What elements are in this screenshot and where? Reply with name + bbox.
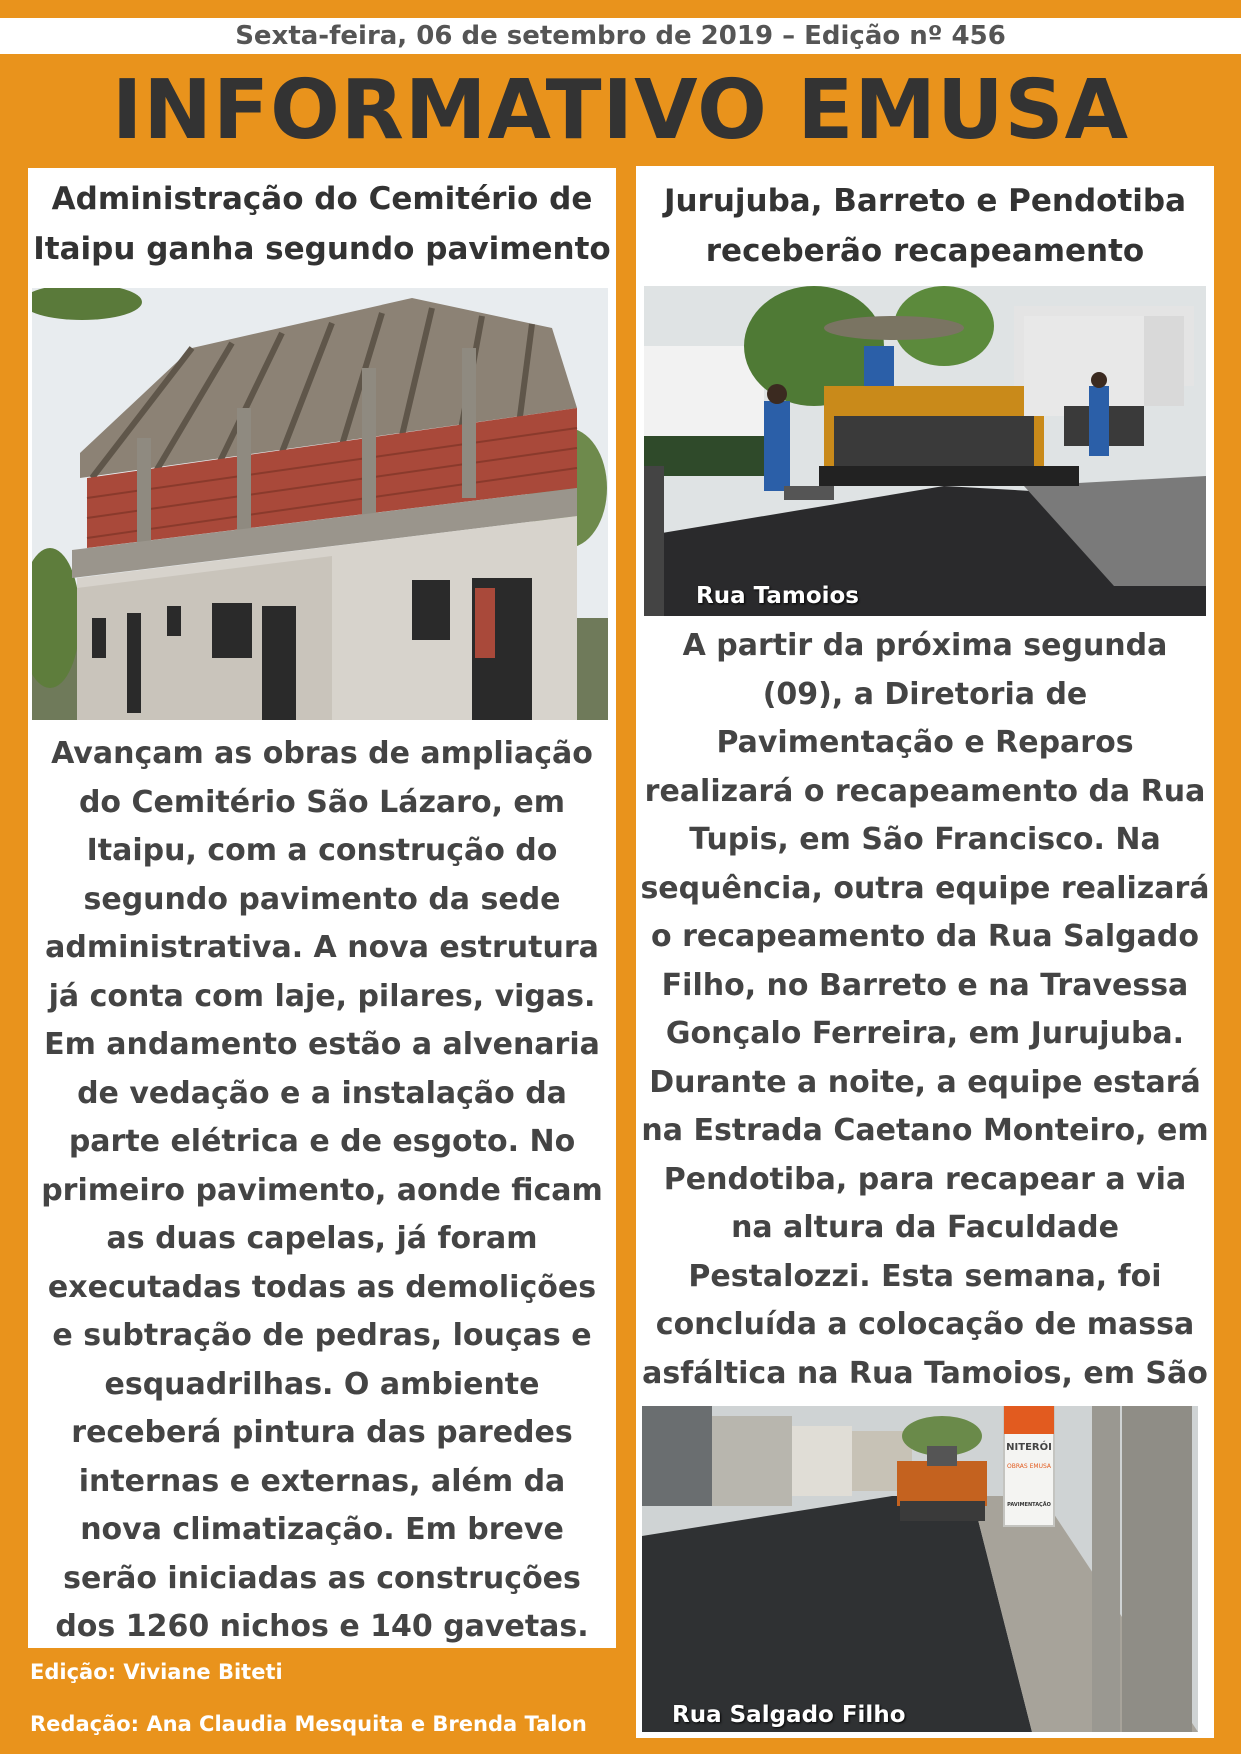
left-headline-line2: Itaipu ganha segundo pavimento	[33, 231, 611, 267]
sign-text-top: NITERÓI	[1006, 1442, 1052, 1453]
left-headline-line1: Administração do Cemitério de	[51, 181, 593, 217]
photo1-caption: Rua Tamoios	[696, 583, 859, 609]
right-article-body: A partir da próxima segunda (09), a Diretoria de Pavimentação e Reparos realizará o recapeamento da Rua Tupis, em São Francisco. Na sequência, outra equipe realizará o recapeamento da Rua Salgado Filho, no Barreto e na Travessa Gonçalo Ferreira, em Jurujuba. Durante a noite, a equipe estará na Estrada Caetano Monteiro, em Pendotiba, para recapear a via na altura da Faculdade Pestalozzi. Esta semana, foi concluída a colocação de massa asfáltica na Rua Tamoios, em São	[640, 628, 1210, 1391]
right-headline-line1: Jurujuba, Barreto e Pendotiba	[663, 183, 1187, 219]
right-headline-line2: receberão recapeamento	[705, 233, 1145, 269]
sign-text-bottom: PAVIMENTAÇÃO	[1007, 1502, 1051, 1508]
left-article-headline	[28, 168, 616, 282]
sign-text-mid: OBRAS EMUSA	[1007, 1463, 1051, 1470]
right-article-headline	[636, 166, 1214, 282]
photo2-caption: Rua Salgado Filho	[672, 1702, 906, 1728]
cemetery-building-photo	[32, 288, 608, 720]
left-article-panel	[28, 168, 616, 1648]
masthead-title: INFORMATIVO EMUSA	[111, 63, 1130, 158]
left-article-body: Avançam as obras de ampliação do Cemitério São Lázaro, em Itaipu, com a construção do segundo pavimento da sede administrativa. A nova estrutura já conta com laje, pilares, vigas. Em andamento estão a alvenaria de vedação e a instalação da parte elétrica e de esgoto. No primeiro pavimento, aonde ficam as duas capelas, já foram executadas todas as demolições e subtração de pedras, louças e esquadrilhas. O ambiente receberá pintura das paredes internas e externas, além da nova climatização. Em breve serão iniciadas as construções dos 1260 nichos e 140 gavetas.	[41, 736, 603, 1644]
dateline: Sexta-feira, 06 de setembro de 2019 – Edição nº 456	[0, 18, 1241, 54]
right-article-panel	[636, 166, 1214, 1738]
credit-redacao: Redação: Ana Claudia Mesquita e Brenda Talon	[30, 1712, 587, 1736]
credit-edicao: Edição: Viviane Biteti	[30, 1660, 283, 1684]
rua-tamoios-photo	[644, 286, 1206, 616]
rua-salgado-filho-photo	[642, 1406, 1198, 1732]
